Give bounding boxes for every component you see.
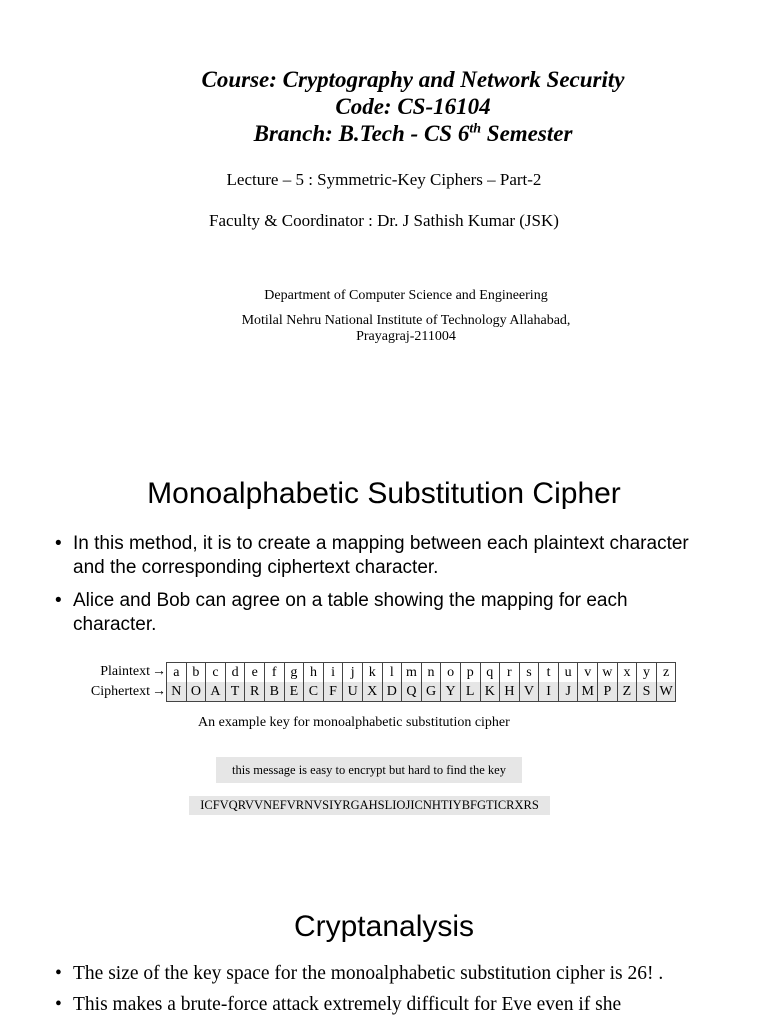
plaintext-label: Plaintext: [100, 664, 150, 679]
institute-city: Prayagraj-211004: [356, 329, 456, 344]
key-cell: K: [480, 682, 500, 702]
bullet-item: • Alice and Bob can agree on a table showing the mapping for each character.: [55, 589, 695, 637]
key-cell: D: [382, 682, 402, 702]
plaintext-row: [72, 662, 676, 682]
key-cell: i: [323, 662, 343, 683]
title-slide: [0, 0, 768, 430]
key-cell: M: [577, 682, 597, 702]
example-plaintext: this message is easy to encrypt but hard to find the key: [216, 757, 522, 783]
course-branch: [29, 120, 768, 147]
key-cell: x: [617, 662, 637, 683]
key-cell: Z: [617, 682, 637, 702]
bullet-list: [55, 532, 695, 646]
course-title: Course: Cryptography and Network Security: [201, 67, 625, 92]
key-cell: s: [519, 662, 539, 683]
bullet-item: • In this method, it is to create a mapping between each plaintext character and the corresponding ciphertext character.: [55, 532, 695, 580]
key-cell: a: [166, 662, 186, 683]
key-cell: o: [440, 662, 460, 683]
bullet-item: • The size of the key space for the monoalphabetic substitution cipher is 26! .: [55, 963, 695, 985]
key-cell: J: [558, 682, 578, 702]
example-ciphertext: ICFVQRVVNEFVRNVSIYRGAHSLIOJICNHTIYBFGTICRXRS: [189, 796, 550, 815]
ciphertext-label: Ciphertext: [90, 684, 150, 699]
key-cell: b: [186, 662, 206, 683]
branch-prefix: Branch: B.Tech - CS 6: [253, 121, 470, 146]
lecture-title: Lecture – 5 : Symmetric-Key Ciphers – Part-2: [226, 170, 542, 189]
course-header: [29, 66, 768, 147]
key-cell: y: [636, 662, 656, 683]
key-cell: R: [244, 682, 264, 702]
key-cell: X: [362, 682, 382, 702]
key-cell: L: [460, 682, 480, 702]
bullet-item: • This makes a brute-force attack extremely difficult for Eve even if she: [55, 994, 695, 1016]
key-cell: j: [342, 662, 362, 683]
course-code: Code: CS-16104: [335, 94, 491, 119]
ciphertext-row-label: [72, 684, 166, 700]
key-cell: l: [382, 662, 402, 683]
cryptanalysis-slide: [0, 870, 768, 1024]
key-cell: e: [244, 662, 264, 683]
key-cell: C: [303, 682, 323, 702]
key-cell: N: [166, 682, 186, 702]
slide-title: Cryptanalysis: [293, 910, 475, 943]
key-cell: k: [362, 662, 382, 683]
key-cell: r: [499, 662, 519, 683]
faculty-line: Faculty & Coordinator : Dr. J Sathish Kumar (JSK): [209, 211, 559, 230]
key-cell: T: [225, 682, 245, 702]
key-cell: S: [636, 682, 656, 702]
key-cell: P: [597, 682, 617, 702]
institute-address: [22, 313, 768, 345]
branch-suffix: Semester: [481, 121, 573, 146]
key-cell: B: [264, 682, 284, 702]
plaintext-row-label: [72, 664, 166, 680]
key-cell: V: [519, 682, 539, 702]
key-cell: u: [558, 662, 578, 683]
key-cell: f: [264, 662, 284, 683]
key-cell: A: [205, 682, 225, 702]
slide-title: Monoalphabetic Substitution Cipher: [147, 477, 621, 510]
key-cell: I: [538, 682, 558, 702]
key-cell: E: [284, 682, 304, 702]
institute-name: Motilal Nehru National Institute of Technology Allahabad,: [241, 313, 571, 328]
key-cell: w: [597, 662, 617, 683]
key-cell: d: [225, 662, 245, 683]
key-cell: t: [538, 662, 558, 683]
key-cell: p: [460, 662, 480, 683]
key-cell: g: [284, 662, 304, 683]
ciphertext-row: [72, 682, 676, 702]
key-cell: U: [342, 682, 362, 702]
monoalphabetic-slide: [0, 430, 768, 870]
branch-superscript: th: [469, 121, 482, 137]
key-cell: O: [186, 682, 206, 702]
department-name: Department of Computer Science and Engineering: [264, 288, 548, 303]
key-cell: m: [401, 662, 421, 683]
key-cell: z: [656, 662, 677, 683]
key-cell: G: [421, 682, 441, 702]
key-cell: W: [656, 682, 677, 702]
ciphertext-cells: [166, 682, 676, 702]
key-cell: q: [480, 662, 500, 683]
table-caption: An example key for monoalphabetic substitution cipher: [198, 715, 510, 730]
key-cell: n: [421, 662, 441, 683]
plaintext-cells: [166, 662, 676, 683]
key-cell: Y: [440, 682, 460, 702]
substitution-key-table: [72, 662, 676, 702]
arrow-icon: →: [152, 664, 166, 679]
bullet-list: [55, 963, 695, 1025]
key-cell: c: [205, 662, 225, 683]
key-cell: Q: [401, 682, 421, 702]
key-cell: v: [577, 662, 597, 683]
key-cell: F: [323, 682, 343, 702]
key-cell: H: [499, 682, 519, 702]
arrow-icon: →: [152, 684, 166, 699]
key-cell: h: [303, 662, 323, 683]
